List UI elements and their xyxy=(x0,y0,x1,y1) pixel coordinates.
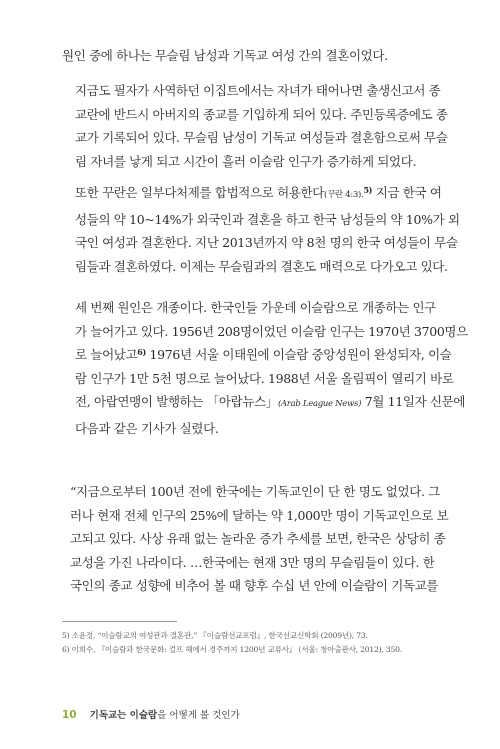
text-line: 교란에 반드시 아버지의 종교를 기입하게 되어 있다. 주민등록증에도 종 xyxy=(75,106,448,122)
text-fragment: 1976년 서울 이태원에 이슬람 중앙성원이 완성되자, 이슬 xyxy=(145,347,452,362)
text-line: 림들과 결혼하였다. 이제는 무슬림과의 결혼도 매력으로 다가오고 있다. xyxy=(75,258,448,274)
running-title-rest: 을 어떻게 볼 것인가 xyxy=(157,710,240,721)
footnote-6: 6) 이희수, 『이슬람과 한국문화: 걸프 해에서 경주까지 1200년 교류사』 (서울: 청아출판사, 2012), 350. xyxy=(62,645,402,654)
footnote-ref-6: 6) xyxy=(137,347,146,357)
text-fragment: 전, 아랍연맹이 발행하는 「아랍뉴스」 xyxy=(75,394,278,409)
text-line: 원인 중에 하나는 무슬림 남성과 기독교 여성 간의 결혼이었다. xyxy=(62,48,388,63)
quote-line: 국인의 종교 성향에 비추어 볼 때 향후 수십 년 안에 이슬람이 기독교를 xyxy=(70,578,439,593)
quran-citation: (꾸란 4:3). xyxy=(324,190,364,200)
text-line: 교가 기록되어 있다. 무슬림 남성이 기독교 여성들과 결혼함으로써 무슬 xyxy=(75,130,448,145)
paragraph-continuation xyxy=(62,44,440,68)
footnote-ref-5: 5) xyxy=(363,185,373,195)
block-quote xyxy=(70,480,449,598)
text-line: 지금도 필자가 사역하던 이집트에서는 자녀가 태어나면 출생신고서 종 xyxy=(75,83,441,98)
text-fragment: 또한 꾸란은 일부다처제를 합법적으로 허용한다 xyxy=(75,185,324,200)
page-number: 10 xyxy=(62,709,77,721)
text-line: 성들의 약 10~14%가 외국인과 결혼을 하고 한국 남성들의 약 10%가 외 xyxy=(75,211,460,227)
text-line: 림 자녀를 낳게 되고 시간이 흘러 이슬람 인구가 증가하게 되었다. xyxy=(75,153,417,169)
running-title-bold: 기독교는 이슬람 xyxy=(89,710,158,721)
footnote-5: 5) 소윤정, “이슬람교의 여성관과 결혼관,” 『이슬람선교포럼』, 한국선교신학회 (2009년), 73. xyxy=(62,631,368,640)
text-line: 람 인구가 1만 5천 명으로 늘어났다. 1988년 서울 올림픽이 열리기 바로 xyxy=(75,370,454,386)
quote-line: 고되고 있다. 사상 유래 없는 놀라운 증가 추세를 보면, 한국은 상당히 종 xyxy=(70,531,446,546)
text-line xyxy=(62,181,440,208)
footnote-divider xyxy=(62,621,177,622)
paragraph-egypt xyxy=(62,79,448,173)
text-fragment: 지금 한국 여 xyxy=(372,185,442,200)
arab-news-english-name: (Arab League News) xyxy=(277,399,362,409)
paragraph-polygamy xyxy=(62,181,460,278)
page-footer xyxy=(62,707,240,721)
text-fragment: 7월 11일자 신문에 xyxy=(361,394,466,409)
paragraph-conversion xyxy=(62,296,468,440)
text-line xyxy=(62,390,466,417)
text-line: 가 늘어가고 있다. 1956년 208명이었던 이슬람 인구는 1970년 3700명으 xyxy=(75,323,468,339)
running-title xyxy=(90,710,240,721)
text-line: 국인 여성과 결혼한다. 지난 2013년까지 약 8천 명의 한국 여성들이 무슬 xyxy=(75,235,458,250)
text-line: 세 번째 원인은 개종이다. 한국인들 가운데 이슬람으로 개종하는 인구 xyxy=(75,300,436,315)
text-fragment: 로 늘어났고 xyxy=(75,347,138,362)
quote-line: “지금으로부터 100년 전에 한국에는 기독교인이 단 한 명도 없었다. 그 xyxy=(70,484,440,499)
quote-line: 러나 현재 전체 인구의 25%에 달하는 약 1,000만 명이 기독교인으로 보 xyxy=(70,507,449,523)
quote-line: 교성을 가진 나라이다. …한국에는 현재 3만 명의 무슬림들이 있다. 한 xyxy=(70,554,435,570)
text-line: 다음과 같은 기사가 실렸다. xyxy=(75,420,219,436)
text-line xyxy=(62,343,452,367)
